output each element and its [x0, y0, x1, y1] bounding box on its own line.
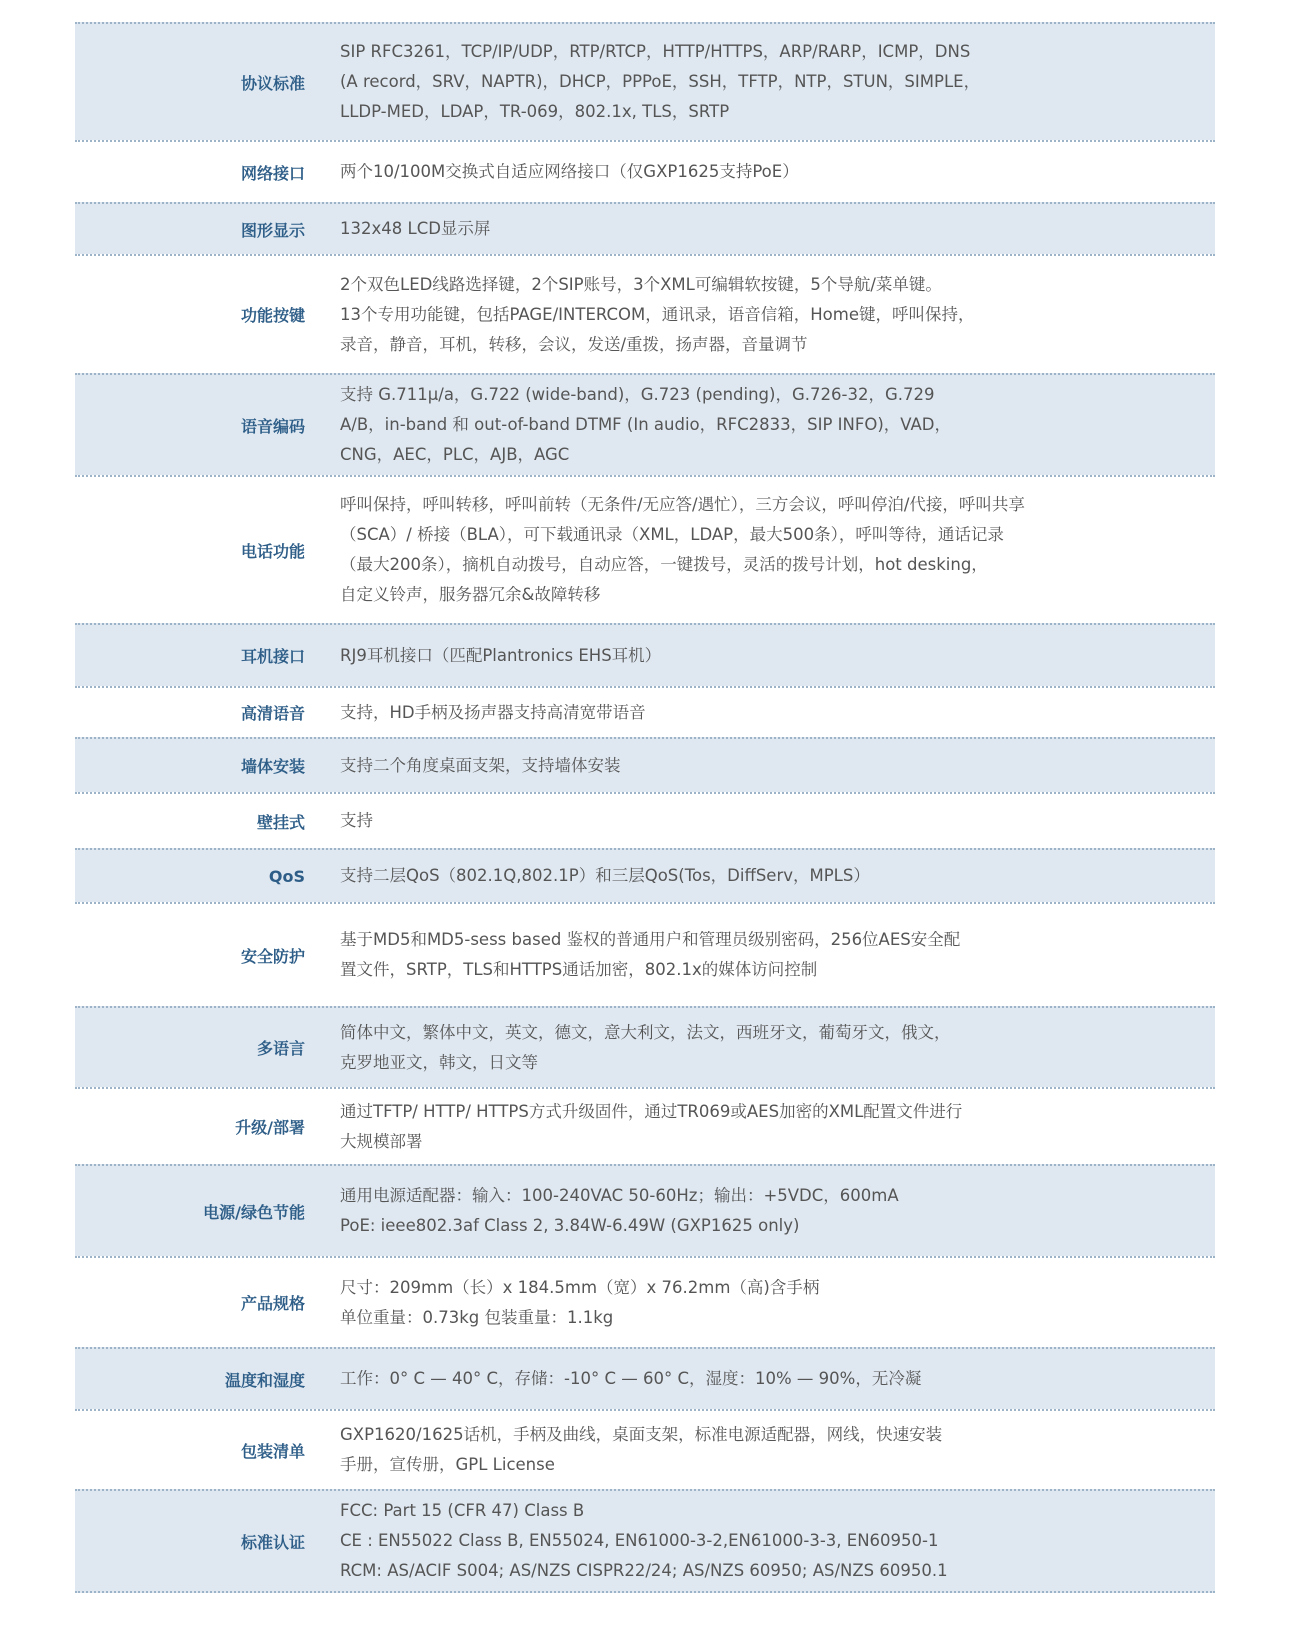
spec-value — [340, 751, 621, 781]
spec-line: 简体中文，繁体中文，英文，德文，意大利文，法文，西班牙文，葡萄牙文，俄文， — [340, 1022, 951, 1042]
spec-label: 产品规格 — [240, 1294, 305, 1313]
spec-row — [75, 848, 1215, 902]
spec-row — [75, 1164, 1215, 1256]
spec-line: RJ9耳机接口（匹配Plantronics EHS耳机） — [340, 645, 662, 665]
spec-value — [340, 1364, 921, 1394]
spec-line: PoE: ieee802.3af Class 2, 3.84W-6.49W (GXP1625 only) — [340, 1216, 800, 1235]
spec-line: FCC: Part 15 (CFR 47) Class B — [340, 1501, 585, 1520]
spec-label: 高清语音 — [240, 704, 305, 723]
spec-row — [75, 902, 1215, 1006]
spec-line: 132x48 LCD显示屏 — [340, 219, 491, 238]
spec-line: 通用电源适配器：输入：100-240VAC 50-60Hz；输出：+5VDC，600mA — [340, 1186, 899, 1205]
spec-line: 单位重量：0.73kg 包装重量：1.1kg — [340, 1307, 614, 1327]
spec-label: 功能按键 — [240, 306, 305, 325]
spec-row — [75, 737, 1215, 792]
spec-line: LLDP-MED，LDAP，TR-069，802.1x, TLS，SRTP — [340, 102, 730, 121]
spec-label: 壁挂式 — [256, 812, 305, 832]
spec-line: 手册，宣传册，GPL License — [340, 1455, 555, 1474]
spec-label: 协议标准 — [240, 73, 305, 93]
spec-label: 图形显示 — [240, 220, 305, 240]
spec-line: CNG，AEC，PLC，AJB，AGC — [340, 445, 570, 464]
spec-row — [75, 202, 1215, 254]
spec-row — [75, 1087, 1215, 1164]
spec-line: 支持二个角度桌面支架，支持墙体安装 — [340, 755, 621, 775]
spec-label: 温度和湿度 — [224, 1370, 305, 1390]
spec-label: 语音编码 — [240, 416, 305, 436]
spec-line: 支持 G.711μ/a，G.722 (wide-band)，G.723 (pending)，G.726-32，G.729 — [340, 385, 935, 404]
spec-label: 多语言 — [256, 1039, 305, 1058]
spec-table — [75, 0, 1215, 1593]
spec-value — [340, 1273, 819, 1333]
spec-value — [340, 490, 1025, 610]
spec-value — [340, 1496, 948, 1586]
spec-value — [340, 157, 799, 187]
spec-row — [75, 1409, 1215, 1489]
spec-line: 自定义铃声，服务器冗余&故障转移 — [340, 585, 601, 604]
spec-label: 电话功能 — [240, 541, 305, 561]
spec-row — [75, 1006, 1215, 1087]
spec-line: （最大200条），摘机自动拨号，自动应答，一键拨号，灵活的拨号计划，hot desking， — [340, 555, 988, 574]
spec-value — [340, 380, 951, 470]
spec-value — [340, 641, 661, 671]
spec-label: 网络接口 — [240, 163, 305, 183]
spec-value — [340, 806, 373, 836]
spec-label: 标准认证 — [240, 1532, 305, 1552]
spec-line: 两个10/100M交换式自适应网络接口（仅GXP1625支持PoE） — [340, 162, 799, 181]
spec-line: RCM: AS/ACIF S004; AS/NZS CISPR22/24; AS/NZS 60950; AS/NZS 60950.1 — [340, 1561, 948, 1580]
spec-value — [340, 1420, 942, 1480]
spec-row — [75, 623, 1215, 686]
spec-value — [340, 37, 980, 127]
spec-line: 支持，HD手柄及扬声器支持高清宽带语音 — [340, 702, 646, 722]
spec-line: 录音，静音，耳机，转移，会议，发送/重拨，扬声器，音量调节 — [340, 334, 808, 354]
spec-value — [340, 270, 975, 360]
spec-row — [75, 1347, 1215, 1409]
spec-line: 克罗地亚文，韩文，日文等 — [340, 1052, 538, 1072]
spec-line: 支持二层QoS（802.1Q,802.1P）和三层QoS(Tos，DiffServ，MPLS） — [340, 866, 870, 885]
spec-line: (A record，SRV，NAPTR)，DHCP，PPPoE，SSH，TFTP，NTP，STUN，SIMPLE， — [340, 72, 981, 91]
spec-line: 呼叫保持，呼叫转移，呼叫前转（无条件/无应答/遇忙），三方会议，呼叫停泊/代接，呼叫共享 — [340, 495, 1025, 514]
spec-row — [75, 1256, 1215, 1347]
spec-value — [340, 1097, 962, 1157]
spec-line: 尺寸：209mm（长）x 184.5mm（宽）x 76.2mm（高)含手柄 — [340, 1277, 820, 1297]
spec-row — [75, 22, 1215, 140]
spec-line: （SCA）/ 桥接（BLA），可下载通讯录（XML，LDAP，最大500条），呼叫等待，通话记录 — [340, 525, 1004, 544]
spec-line: 13个专用功能键，包括PAGE/INTERCOM，通讯录，语音信箱，Home键，呼叫保持， — [340, 304, 975, 324]
spec-value — [340, 1181, 899, 1241]
spec-line: GXP1620/1625话机，手柄及曲线，桌面支架，标准电源适配器，网线，快速安装 — [340, 1425, 943, 1444]
spec-label: 墙体安装 — [240, 757, 305, 776]
spec-value — [340, 214, 490, 244]
spec-row — [75, 1489, 1215, 1593]
spec-line: 大规模部署 — [340, 1131, 423, 1151]
spec-row — [75, 140, 1215, 202]
spec-line: SIP RFC3261，TCP/IP/UDP，RTP/RTCP，HTTP/HTTPS，ARP/RARP，ICMP，DNS — [340, 42, 971, 61]
spec-line: 通过TFTP/ HTTP/ HTTPS方式升级固件，通过TR069或AES加密的XML配置文件进行 — [340, 1101, 963, 1121]
spec-line: 支持 — [340, 811, 373, 830]
spec-line: A/B，in-band 和 out-of-band DTMF (In audio，RFC2833，SIP INFO)，VAD， — [340, 415, 951, 434]
spec-label: 耳机接口 — [240, 647, 305, 666]
spec-line: 工作：0° C — 40° C，存储：-10° C — 60° C，湿度：10% — 90%，无冷凝 — [340, 1369, 922, 1388]
spec-value — [340, 861, 870, 891]
spec-row — [75, 792, 1215, 848]
spec-line: CE : EN55022 Class B, EN55024, EN61000-3-2,EN61000-3-3, EN60950-1 — [340, 1531, 939, 1550]
spec-label: 包装清单 — [240, 1441, 305, 1461]
spec-label: QoS — [268, 866, 305, 886]
spec-label: 安全防护 — [240, 946, 305, 966]
spec-row — [75, 254, 1215, 373]
spec-line: 基于MD5和MD5-sess based 鉴权的普通用户和管理员级别密码，256位AES安全配 — [340, 930, 961, 949]
spec-line: 2个双色LED线路选择键，2个SIP账号，3个XML可编辑软按键，5个导航/菜单键。 — [340, 274, 942, 294]
spec-value — [340, 1018, 951, 1078]
spec-label: 电源/绿色节能 — [203, 1202, 305, 1222]
spec-value — [340, 925, 960, 985]
spec-label: 升级/部署 — [235, 1118, 305, 1137]
spec-row — [75, 686, 1215, 737]
spec-row — [75, 475, 1215, 623]
spec-row — [75, 373, 1215, 475]
spec-line: 置文件，SRTP，TLS和HTTPS通话加密，802.1x的媒体访问控制 — [340, 960, 818, 979]
spec-value — [340, 698, 646, 728]
